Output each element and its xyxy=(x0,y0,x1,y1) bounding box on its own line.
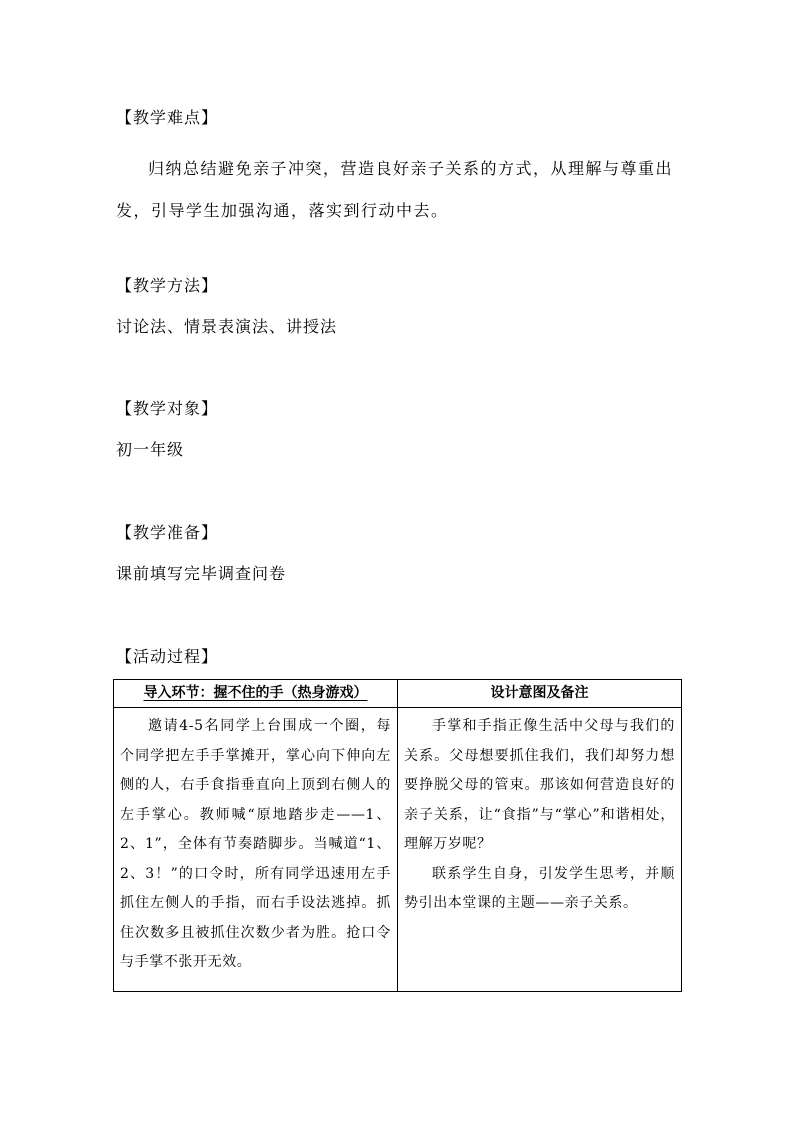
process-heading: 【活动过程】 xyxy=(116,647,219,666)
audience-text: 初一年级 xyxy=(116,440,185,459)
table-header-left xyxy=(114,680,398,708)
difficulty-heading: 【教学难点】 xyxy=(116,108,219,127)
preparation-heading: 【教学准备】 xyxy=(116,523,219,542)
header-left-label: 导入环节：握不住的手（热身游戏） xyxy=(143,685,368,701)
table-header-right xyxy=(398,680,682,708)
difficulty-text: 归纳总结避免亲子冲突，营造良好亲子关系的方式，从理解与尊重出发，引导学生加强沟通，落实到行动中去。 xyxy=(116,159,674,220)
header-right-label: 设计意图及备注 xyxy=(490,685,589,701)
activity-description: 邀请4-5名同学上台围成一个圈，每个同学把左手手掌摊开，掌心向下伸向左侧的人，右手食指垂直向上顶到右侧人的左手掌心。教师喊“原地踏步走——1、2、1”，全体有节奏踏脚步。当喊道“1、2、3！”的口令时，所有同学迅速用左手抓住左侧人的手指，而右手设法逃掉。抓住次数多且被抓住次数少者为胜。抢口令与手掌不张开无效。 xyxy=(120,718,391,970)
audience-heading: 【教学对象】 xyxy=(116,399,219,418)
table-row xyxy=(114,708,682,992)
activity-table xyxy=(113,679,682,992)
notes-paragraph-1: 手掌和手指正像生活中父母与我们的关系。父母想要抓住我们，我们却努力想要挣脱父母的管束。那该如何营造良好的亲子关系，让“食指”与“掌心”和谐相处，理解万岁呢？ xyxy=(404,718,675,852)
table-header-row xyxy=(114,680,682,708)
notes-paragraph-2: 联系学生自身，引发学生思考，并顺势引出本堂课的主题——亲子关系。 xyxy=(404,865,675,911)
method-text: 讨论法、情景表演法、讲授法 xyxy=(116,317,338,336)
preparation-text: 课前填写完毕调查问卷 xyxy=(116,564,287,583)
table-cell-activity xyxy=(114,708,398,992)
table-cell-notes xyxy=(398,708,682,992)
notes-container xyxy=(398,708,681,919)
method-heading: 【教学方法】 xyxy=(116,276,219,295)
